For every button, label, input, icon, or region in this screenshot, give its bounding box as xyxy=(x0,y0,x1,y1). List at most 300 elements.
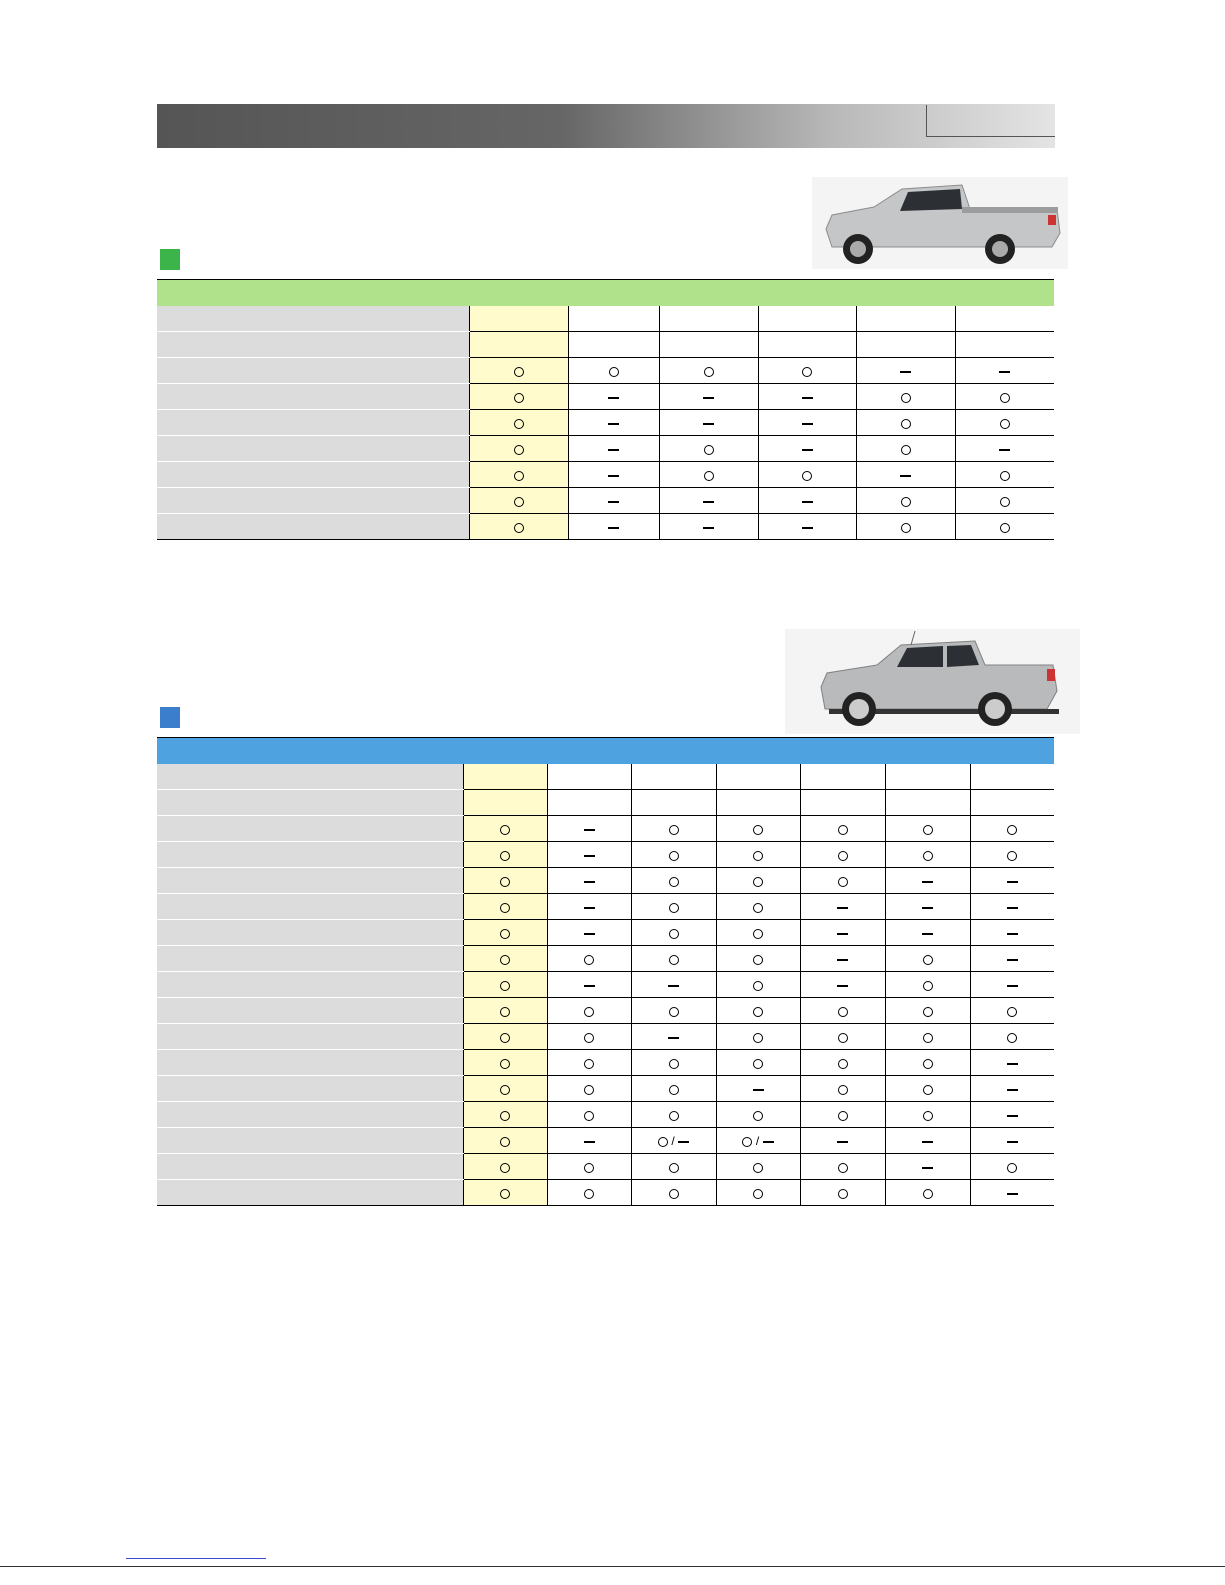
available-circle-icon xyxy=(923,1007,933,1017)
table-cell xyxy=(631,790,716,816)
available-circle-icon xyxy=(500,1059,510,1069)
table-cell xyxy=(885,998,970,1024)
available-circle-icon xyxy=(753,1163,763,1173)
table-cell xyxy=(970,868,1054,894)
table-cell xyxy=(631,1076,716,1102)
available-circle-icon xyxy=(753,929,763,939)
available-circle-icon xyxy=(584,1163,594,1173)
available-circle-icon xyxy=(669,955,679,965)
available-circle-icon xyxy=(1007,1033,1017,1043)
table-cell xyxy=(547,1076,631,1102)
table-cell xyxy=(758,358,856,384)
table-cell xyxy=(631,842,716,868)
table-cell xyxy=(970,1128,1054,1154)
table-cell xyxy=(716,764,800,790)
table-row xyxy=(157,462,1054,488)
available-circle-icon xyxy=(838,851,848,861)
not-available-dash-icon xyxy=(1007,985,1018,987)
not-available-dash-icon xyxy=(703,501,714,503)
table-cell xyxy=(800,972,885,998)
not-available-dash-icon xyxy=(584,907,595,909)
table-cell xyxy=(758,384,856,410)
available-circle-icon xyxy=(923,981,933,991)
table-cell xyxy=(885,1128,970,1154)
available-circle-icon xyxy=(514,523,524,533)
table-cell xyxy=(800,1154,885,1180)
table-row xyxy=(157,1076,1054,1102)
table-cell xyxy=(659,358,758,384)
available-circle-icon xyxy=(901,419,911,429)
not-available-dash-icon xyxy=(1007,1141,1018,1143)
table-cell xyxy=(716,972,800,998)
available-circle-icon xyxy=(838,1033,848,1043)
table-cell xyxy=(856,332,955,358)
table-cell xyxy=(547,1050,631,1076)
not-available-dash-icon xyxy=(922,1167,933,1169)
table-row xyxy=(157,972,1054,998)
not-available-dash-icon xyxy=(900,371,911,373)
table-cell xyxy=(885,1154,970,1180)
not-available-dash-icon xyxy=(1007,907,1018,909)
available-circle-icon xyxy=(753,877,763,887)
available-circle-icon xyxy=(669,877,679,887)
available-circle-icon xyxy=(753,903,763,913)
table-cell xyxy=(716,920,800,946)
available-circle-icon xyxy=(838,877,848,887)
row-label xyxy=(157,332,469,358)
available-circle-icon xyxy=(514,497,524,507)
available-circle-icon xyxy=(500,1137,510,1147)
not-available-dash-icon xyxy=(584,933,595,935)
table-cell xyxy=(856,462,955,488)
table-row xyxy=(157,410,1054,436)
available-circle-icon xyxy=(1000,497,1010,507)
table-cell xyxy=(955,358,1054,384)
available-circle-icon xyxy=(1000,393,1010,403)
table-row xyxy=(157,842,1054,868)
table-cell xyxy=(885,894,970,920)
table-cell xyxy=(547,920,631,946)
table-cell xyxy=(885,972,970,998)
row-label xyxy=(157,1050,463,1076)
table-row xyxy=(157,1102,1054,1128)
table-cell xyxy=(469,384,568,410)
table-cell xyxy=(970,920,1054,946)
available-circle-icon xyxy=(584,1189,594,1199)
table-cell xyxy=(856,514,955,540)
available-circle-icon xyxy=(923,1059,933,1069)
available-circle-icon xyxy=(838,1163,848,1173)
available-circle-icon xyxy=(669,1059,679,1069)
row-label xyxy=(157,384,469,410)
table-row xyxy=(157,998,1054,1024)
spec-table-double-cab xyxy=(157,764,1054,1206)
row-label xyxy=(157,358,469,384)
table-cell xyxy=(463,1050,547,1076)
not-available-dash-icon xyxy=(763,1141,774,1143)
available-circle-icon xyxy=(753,1007,763,1017)
available-circle-icon xyxy=(838,1007,848,1017)
not-available-dash-icon xyxy=(802,501,813,503)
table-row xyxy=(157,436,1054,462)
available-circle-icon xyxy=(838,1111,848,1121)
row-label xyxy=(157,842,463,868)
not-available-dash-icon xyxy=(999,371,1010,373)
not-available-dash-icon xyxy=(703,527,714,529)
available-circle-icon xyxy=(514,419,524,429)
table-cell xyxy=(800,816,885,842)
table-cell xyxy=(631,894,716,920)
table-cell xyxy=(547,790,631,816)
table-cell xyxy=(970,1024,1054,1050)
table-cell xyxy=(463,764,547,790)
table-cell xyxy=(631,1180,716,1206)
table-cell xyxy=(716,1154,800,1180)
not-available-dash-icon xyxy=(999,449,1010,451)
available-circle-icon xyxy=(500,825,510,835)
table-cell xyxy=(547,1102,631,1128)
table-row xyxy=(157,1024,1054,1050)
not-available-dash-icon xyxy=(1007,881,1018,883)
table-cell xyxy=(631,920,716,946)
table-cell xyxy=(716,790,800,816)
footer-rule xyxy=(0,1566,1225,1567)
available-circle-icon xyxy=(753,981,763,991)
available-circle-icon xyxy=(669,1111,679,1121)
available-circle-icon xyxy=(838,1085,848,1095)
row-label xyxy=(157,972,463,998)
not-available-dash-icon xyxy=(1007,1063,1018,1065)
table-cell xyxy=(463,816,547,842)
not-available-dash-icon xyxy=(668,1037,679,1039)
table-cell xyxy=(716,1180,800,1206)
table-cell xyxy=(469,358,568,384)
available-circle-icon xyxy=(584,1085,594,1095)
table-cell xyxy=(568,462,659,488)
not-available-dash-icon xyxy=(837,959,848,961)
table-row xyxy=(157,1050,1054,1076)
table-cell xyxy=(659,332,758,358)
table-cell xyxy=(716,1128,800,1154)
available-circle-icon xyxy=(669,1007,679,1017)
table-cell xyxy=(885,946,970,972)
table-cell xyxy=(631,764,716,790)
row-label xyxy=(157,920,463,946)
row-label xyxy=(157,894,463,920)
not-available-dash-icon xyxy=(678,1141,689,1143)
pickup-single-cab-image xyxy=(812,177,1068,269)
table-cell xyxy=(800,842,885,868)
table-cell xyxy=(955,514,1054,540)
pickup-double-cab-image xyxy=(785,629,1080,734)
table-cell xyxy=(568,332,659,358)
table-cell xyxy=(463,1102,547,1128)
table-cell xyxy=(659,306,758,332)
available-circle-icon xyxy=(514,445,524,455)
available-circle-icon xyxy=(584,1033,594,1043)
available-circle-icon xyxy=(669,1085,679,1095)
not-available-dash-icon xyxy=(922,907,933,909)
available-circle-icon xyxy=(704,471,714,481)
not-available-dash-icon xyxy=(837,907,848,909)
available-circle-icon xyxy=(753,1189,763,1199)
available-circle-icon xyxy=(838,1059,848,1069)
table-cell xyxy=(800,920,885,946)
not-available-dash-icon xyxy=(608,527,619,529)
table-cell xyxy=(758,488,856,514)
available-circle-icon xyxy=(753,1059,763,1069)
table-row xyxy=(157,1154,1054,1180)
table-cell xyxy=(856,358,955,384)
available-circle-icon xyxy=(704,445,714,455)
not-available-dash-icon xyxy=(703,397,714,399)
table-cell xyxy=(463,972,547,998)
table-cell xyxy=(716,894,800,920)
table-cell xyxy=(568,488,659,514)
table-cell xyxy=(659,384,758,410)
table-cell xyxy=(970,764,1054,790)
table-cell xyxy=(716,842,800,868)
available-circle-icon xyxy=(923,1085,933,1095)
table-cell xyxy=(463,842,547,868)
table-cell xyxy=(970,1180,1054,1206)
table-row xyxy=(157,358,1054,384)
not-available-dash-icon xyxy=(802,449,813,451)
table-cell xyxy=(885,842,970,868)
table-cell xyxy=(970,816,1054,842)
table-row xyxy=(157,1180,1054,1206)
table-cell xyxy=(970,972,1054,998)
table-row xyxy=(157,764,1054,790)
table-row xyxy=(157,1128,1054,1154)
available-circle-icon xyxy=(609,367,619,377)
not-available-dash-icon xyxy=(608,501,619,503)
table-cell xyxy=(758,306,856,332)
section-header-bar xyxy=(157,104,1055,148)
table-cell xyxy=(547,894,631,920)
table-cell xyxy=(970,946,1054,972)
table-cell xyxy=(463,946,547,972)
table-cell xyxy=(463,998,547,1024)
not-available-dash-icon xyxy=(837,933,848,935)
table-cell xyxy=(716,816,800,842)
available-circle-icon xyxy=(901,523,911,533)
table-cell xyxy=(463,1076,547,1102)
row-label xyxy=(157,946,463,972)
table-row xyxy=(157,816,1054,842)
table-cell xyxy=(758,436,856,462)
table-cell xyxy=(568,410,659,436)
table-cell xyxy=(885,1180,970,1206)
table-cell xyxy=(800,894,885,920)
not-available-dash-icon xyxy=(608,449,619,451)
not-available-dash-icon xyxy=(1007,1193,1018,1195)
table-row xyxy=(157,384,1054,410)
table-cell xyxy=(955,306,1054,332)
available-circle-icon xyxy=(584,1059,594,1069)
table-cell xyxy=(885,764,970,790)
available-circle-icon xyxy=(500,1007,510,1017)
available-circle-icon xyxy=(1007,1163,1017,1173)
table-cell xyxy=(631,1102,716,1128)
not-available-dash-icon xyxy=(1007,933,1018,935)
table-cell xyxy=(970,894,1054,920)
table-cell xyxy=(463,1180,547,1206)
available-circle-icon xyxy=(514,393,524,403)
available-circle-icon xyxy=(838,1189,848,1199)
slash-separator: / xyxy=(752,1134,763,1148)
row-label xyxy=(157,488,469,514)
table-cell xyxy=(856,410,955,436)
header-tab xyxy=(926,105,1055,137)
table-cell xyxy=(469,514,568,540)
available-circle-icon xyxy=(669,929,679,939)
not-available-dash-icon xyxy=(837,985,848,987)
row-label xyxy=(157,436,469,462)
table-cell xyxy=(631,1128,716,1154)
table-cell xyxy=(547,1154,631,1180)
table-cell xyxy=(547,1180,631,1206)
available-circle-icon xyxy=(704,367,714,377)
table-cell xyxy=(800,764,885,790)
available-circle-icon xyxy=(500,1085,510,1095)
available-circle-icon xyxy=(1000,419,1010,429)
section-marker-green xyxy=(160,249,180,270)
row-label xyxy=(157,764,463,790)
table-cell xyxy=(716,1050,800,1076)
not-available-dash-icon xyxy=(900,475,911,477)
table-cell xyxy=(547,1024,631,1050)
row-label xyxy=(157,1102,463,1128)
table-cell xyxy=(547,816,631,842)
available-circle-icon xyxy=(802,367,812,377)
table-cell xyxy=(547,946,631,972)
not-available-dash-icon xyxy=(584,855,595,857)
table-cell xyxy=(659,514,758,540)
table-row xyxy=(157,306,1054,332)
available-circle-icon xyxy=(923,851,933,861)
table-cell xyxy=(970,842,1054,868)
table-cell xyxy=(463,894,547,920)
row-label xyxy=(157,1180,463,1206)
available-circle-icon xyxy=(500,1163,510,1173)
available-circle-icon xyxy=(802,471,812,481)
row-label xyxy=(157,998,463,1024)
not-available-dash-icon xyxy=(802,527,813,529)
available-circle-icon xyxy=(514,471,524,481)
table-row xyxy=(157,514,1054,540)
not-available-dash-icon xyxy=(922,933,933,935)
available-circle-icon xyxy=(1000,471,1010,481)
available-circle-icon xyxy=(1007,851,1017,861)
table-cell xyxy=(716,1024,800,1050)
table-cell xyxy=(547,764,631,790)
table-row xyxy=(157,894,1054,920)
table-cell xyxy=(970,790,1054,816)
available-circle-icon xyxy=(584,1111,594,1121)
not-available-dash-icon xyxy=(584,985,595,987)
available-circle-icon xyxy=(923,1111,933,1121)
available-circle-icon xyxy=(669,851,679,861)
table-cell xyxy=(463,1154,547,1180)
table-cell xyxy=(469,462,568,488)
section-band-double-cab xyxy=(157,737,1054,764)
not-available-dash-icon xyxy=(608,423,619,425)
table-cell xyxy=(955,436,1054,462)
not-available-dash-icon xyxy=(837,1141,848,1143)
row-label xyxy=(157,410,469,436)
available-circle-icon xyxy=(901,393,911,403)
table-cell xyxy=(716,998,800,1024)
available-circle-icon xyxy=(514,367,524,377)
not-available-dash-icon xyxy=(608,397,619,399)
table-cell xyxy=(469,332,568,358)
table-cell xyxy=(955,332,1054,358)
table-cell xyxy=(568,358,659,384)
available-circle-icon xyxy=(584,955,594,965)
row-label xyxy=(157,868,463,894)
table-row xyxy=(157,790,1054,816)
optional-circle-dash-icon xyxy=(658,1134,689,1148)
available-circle-icon xyxy=(753,1033,763,1043)
table-cell xyxy=(659,436,758,462)
table-row xyxy=(157,332,1054,358)
table-cell xyxy=(970,1102,1054,1128)
available-circle-icon xyxy=(500,851,510,861)
not-available-dash-icon xyxy=(584,1141,595,1143)
table-cell xyxy=(758,410,856,436)
row-label xyxy=(157,1076,463,1102)
table-cell xyxy=(631,816,716,842)
available-circle-icon xyxy=(753,851,763,861)
not-available-dash-icon xyxy=(1007,959,1018,961)
section-marker-blue xyxy=(160,707,180,728)
table-cell xyxy=(970,1154,1054,1180)
table-cell xyxy=(568,514,659,540)
table-cell xyxy=(463,868,547,894)
not-available-dash-icon xyxy=(802,423,813,425)
table-cell xyxy=(568,384,659,410)
available-circle-icon xyxy=(901,445,911,455)
spec-table-single-cab xyxy=(157,306,1054,540)
not-available-dash-icon xyxy=(753,1089,764,1091)
table-cell xyxy=(631,1154,716,1180)
table-cell xyxy=(469,436,568,462)
table-cell xyxy=(885,1076,970,1102)
available-circle-icon xyxy=(500,1033,510,1043)
table-cell xyxy=(856,306,955,332)
table-cell xyxy=(716,868,800,894)
available-circle-icon xyxy=(669,1163,679,1173)
table-cell xyxy=(800,1076,885,1102)
table-cell xyxy=(885,1024,970,1050)
table-row xyxy=(157,920,1054,946)
table-cell xyxy=(547,972,631,998)
row-label xyxy=(157,1024,463,1050)
table-cell xyxy=(800,1180,885,1206)
table-cell xyxy=(631,1024,716,1050)
table-cell xyxy=(758,514,856,540)
table-cell xyxy=(885,920,970,946)
table-cell xyxy=(800,1102,885,1128)
table-cell xyxy=(716,946,800,972)
not-available-dash-icon xyxy=(922,881,933,883)
table-cell xyxy=(547,868,631,894)
table-row xyxy=(157,868,1054,894)
not-available-dash-icon xyxy=(703,423,714,425)
slash-separator: / xyxy=(667,1134,678,1148)
available-circle-icon xyxy=(500,1111,510,1121)
